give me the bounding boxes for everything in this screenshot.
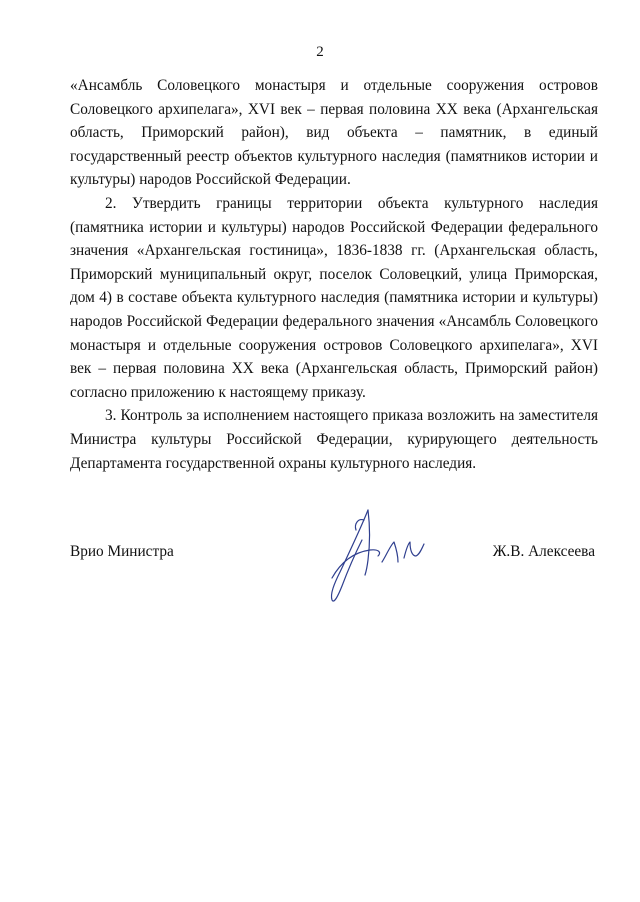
paragraph-3: 3. Контроль за исполнением настоящего приказа возложить на заместителя Министра культуры Российской Федерации, курирующего деятельность Департамента государственной охраны культурного наследия. <box>70 407 598 472</box>
page-number: 2 <box>316 44 324 60</box>
signatory-title: Врио Министра <box>70 543 174 560</box>
paragraph-1: «Ансамбль Соловецкого монастыря и отдельные сооружения островов Соловецкого архипелага», XVI век – первая половина XX века (Архангельская область, Приморский район), вид объекта – памятник, в единый государственный реестр объектов культурного наследия (памятников истории и культуры) народов Российской Федерации. <box>70 77 598 189</box>
document-body <box>70 74 598 475</box>
signatory-name: Ж.В. Алексеева <box>492 543 595 560</box>
paragraph-2: 2. Утвердить границы территории объекта культурного наследия (памятника истории и культуры) народов Российской Федерации федерального значения «Архангельская гостиница», 1836-1838 гг. (Архангельская область, Приморский муниципальный округ, поселок Соловецкий, улица Приморская, дом 4) в составе объекта культурного наследия (памятника истории и культуры) народов Российской Федерации федерального значения «Ансамбль Соловецкого монастыря и отдельные сооружения островов Соловецкого архипелага», XVI век – первая половина XX века (Архангельская область, Приморский район) согласно приложению к настоящему приказу. <box>70 194 598 401</box>
handwritten-signature <box>312 500 432 610</box>
